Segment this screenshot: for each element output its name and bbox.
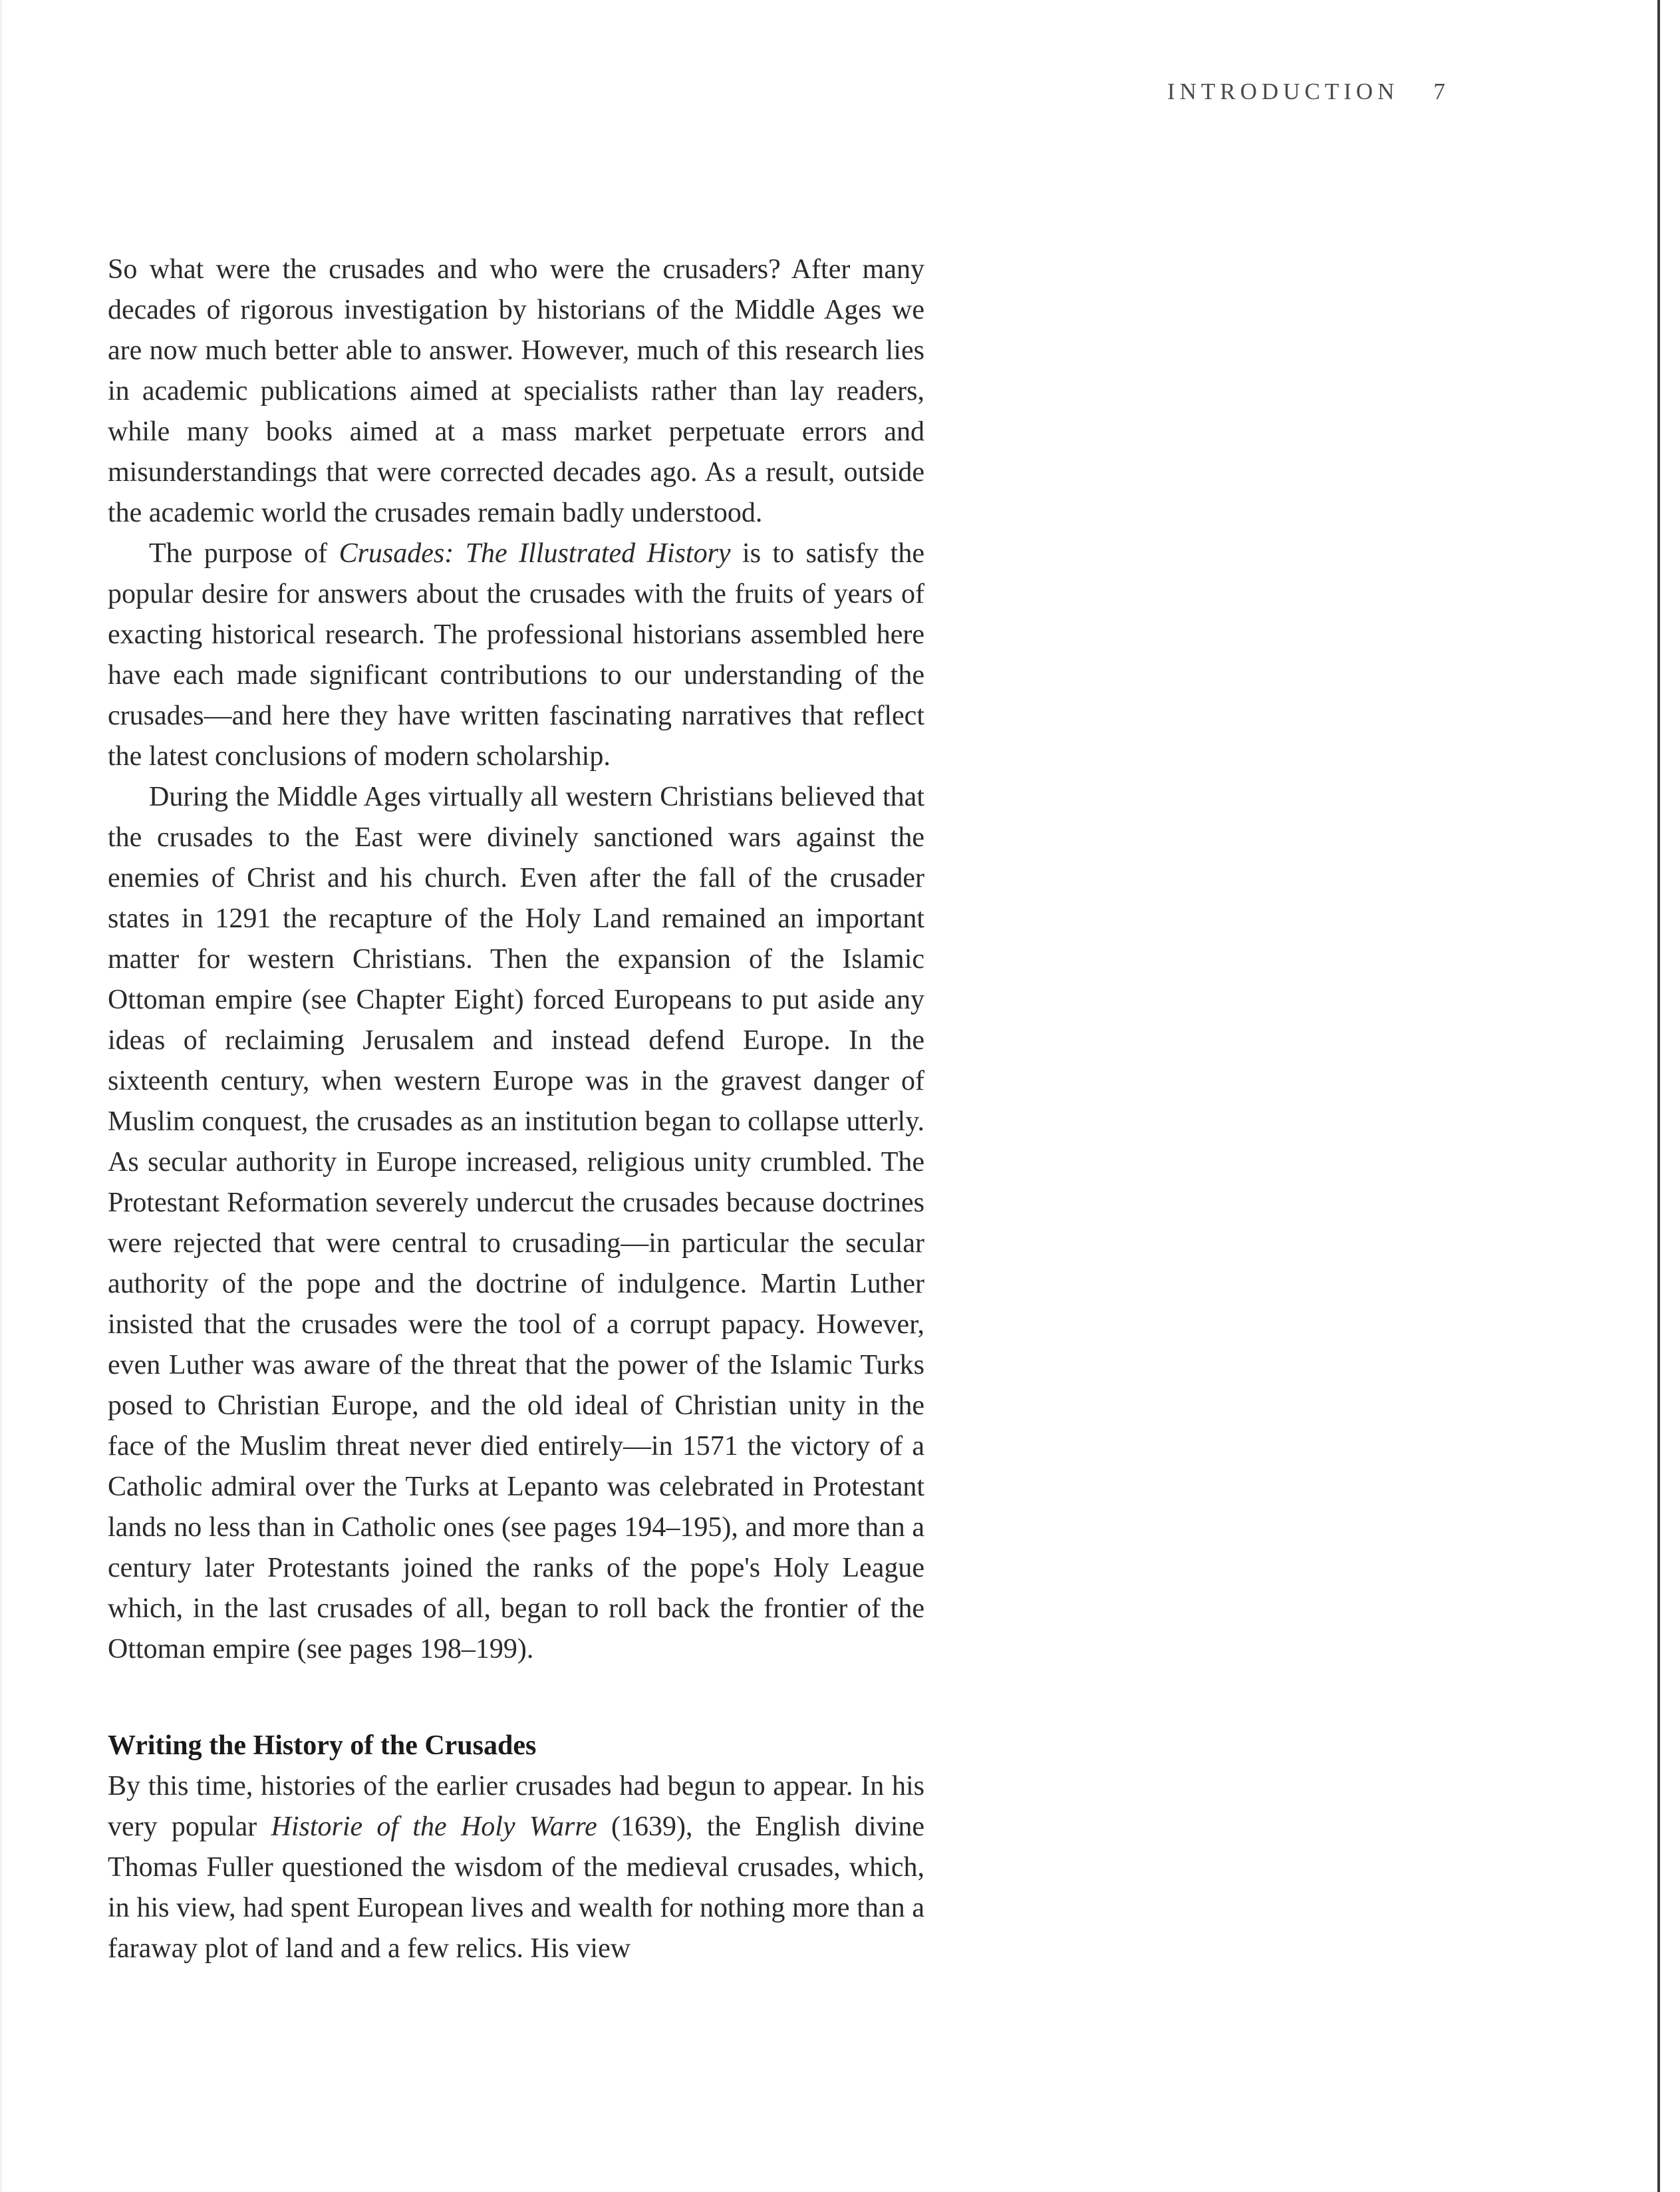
page-right-edge — [1657, 0, 1660, 2192]
book-title: Crusades: The Illustrated History — [339, 538, 731, 569]
paragraph-3: During the Middle Ages virtually all western Christians believed that the crusades to the East were divinely sanctioned wars against the enemies of Christ and his church. Even after the fall of the crusader states in 1291 the recapture of the Holy Land remained an important matter for western Christians. Then the expansion of the Islamic Ottoman empire (see Chapter Eight) forced Europeans to put aside any ideas of reclaiming Jerusalem and instead defend Europe. In the sixteenth century, when western Europe was in the gravest danger of Muslim conquest, the crusades as an institution began to collapse utterly. As secular authority in Europe increased, religious unity crumbled. The Protestant Reformation severely undercut the crusades because doctrines were rejected that were central to crusading—in particular the secular authority of the pope and the doctrine of indulgence. Martin Luther insisted that the crusades were the tool of a corrupt papacy. However, even Luther was aware of the threat that the power of the Islamic Turks posed to Christian Europe, and the old ideal of Christian unity in the face of the Muslim threat never died entirely—in 1571 the victory of a Catholic admiral over the Turks at Lepanto was celebrated in Protestant lands no less than in Catholic ones (see pages 194–195), and more than a century later Protestants joined the ranks of the pope's Holy League which, in the last crusades of all, began to roll back the frontier of the Ottoman empire (see pages 198–199). — [108, 782, 924, 1664]
section-heading: Writing the History of the Crusades — [108, 1730, 537, 1761]
section-paragraph — [108, 1766, 924, 1969]
paragraph-2 — [108, 534, 924, 777]
page-number: 7 — [1433, 78, 1445, 104]
paragraph-1: So what were the crusades and who were the crusaders? After many decades of rigorous investigation by historians of the Middle Ages we are now much better able to answer. However, much of this research lies in academic publications aimed at specialists rather than lay readers, while many books aimed at a mass market perpetuate errors and misunderstandings that were corrected decades ago. As a result, outside the academic world the crusades remain badly understood. — [108, 254, 924, 528]
paragraph-2-before: The purpose of — [149, 538, 339, 569]
section-paragraph-before: By this time, histories of the earlier crusades had begun to appear. In his very popular — [108, 1771, 924, 1842]
page-left-edge — [0, 0, 2, 2192]
running-head-section: INTRODUCTION — [1167, 78, 1399, 104]
running-head — [1167, 78, 1445, 105]
paragraph-2-after: is to satisfy the popular desire for answers about the crusades with the fruits of years of exacting historical research. The professional historians assembled here have each made significant contributions to our understanding of the crusades—and here they have written fascinating narratives that reflect the latest conclusions of modern scholarship. — [108, 538, 924, 772]
section-paragraph-after: (1639), the English divine Thomas Fuller questioned the wisdom of the medieval crusades, which, in his view, had spent European lives and wealth for nothing more than a faraway plot of land and a few relics. His view — [108, 1811, 924, 1964]
body-text — [108, 249, 924, 1969]
cited-title: Historie of the Holy Warre — [271, 1811, 597, 1842]
